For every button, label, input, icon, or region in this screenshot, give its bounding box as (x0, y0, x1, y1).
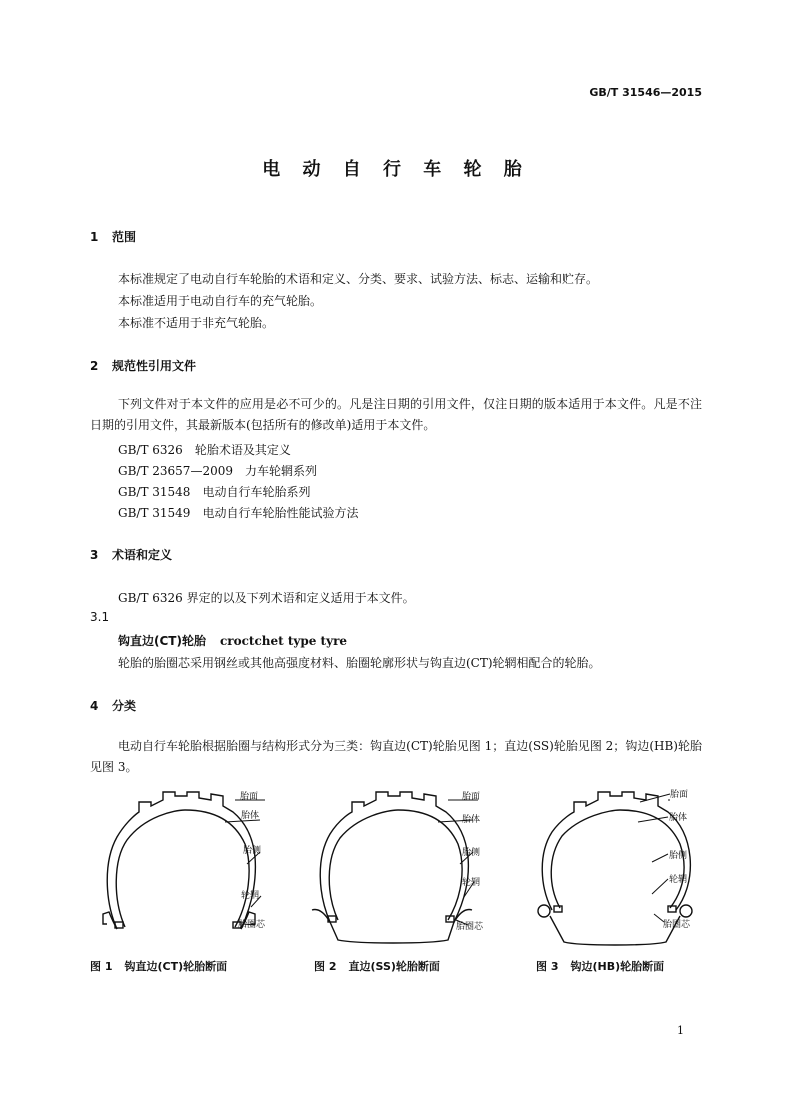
label-tread: 胎面 (670, 790, 689, 800)
figure-1-caption: 图 1 钩直边(CT)轮胎断面 (90, 960, 228, 973)
section-1-heading: 1 范围 (90, 230, 137, 244)
label-rim: 轮辋 (669, 875, 688, 885)
section-3-heading: 3 术语和定义 (90, 548, 173, 562)
scope-para-3: 本标准不适用于非充气轮胎。 (118, 316, 275, 330)
classification-intro: 电动自行车轮胎根据胎圈与结构形式分为三类：钩直边(CT)轮胎见图 1；直边(SS)轮胎见图 2；钩边(HB)轮胎见图 3。 (90, 739, 702, 774)
label-sidewall: 胎侧 (669, 851, 688, 861)
label-bead-core: 胎圈芯 (663, 920, 691, 930)
label-carcass: 胎体 (669, 813, 688, 823)
scope-para-1: 本标准规定了电动自行车轮胎的术语和定义、分类、要求、试验方法、标志、运输和贮存。 (118, 272, 599, 286)
label-sidewall: 胎侧 (462, 848, 481, 858)
term-entry: 钩直边(CT)轮胎 croctchet type tyre (118, 634, 348, 648)
figure-3-leader-lines (630, 782, 705, 932)
label-rim: 轮辋 (462, 878, 481, 888)
label-tread: 胎面 (462, 792, 481, 802)
scope-para-2: 本标准适用于电动自行车的充气轮胎。 (118, 294, 323, 308)
label-carcass: 胎体 (241, 811, 260, 821)
standard-number: GB/T 31546—2015 (589, 86, 702, 99)
term-definition: 轮胎的胎圈芯采用钢丝或其他高强度材料、胎圈轮廓形状与钩直边(CT)轮辋相配合的轮胎。 (118, 656, 601, 670)
figure-2-caption: 图 2 直边(SS)轮胎断面 (314, 960, 440, 973)
reference-item: GB/T 31548 电动自行车轮胎系列 (118, 485, 311, 499)
reference-item: GB/T 23657—2009 力车轮辋系列 (118, 464, 317, 478)
section-4-heading: 4 分类 (90, 699, 137, 713)
figure-3-caption: 图 3 钩边(HB)轮胎断面 (536, 960, 665, 973)
normative-refs-intro: 下列文件对于本文件的应用是必不可少的。凡是注日期的引用文件，仅注日期的版本适用于本文件。凡是不注日期的引用文件，其最新版本(包括所有的修改单)适用于本文件。 (90, 397, 702, 432)
terms-intro: GB/T 6326 界定的以及下列术语和定义适用于本文件。 (118, 591, 415, 605)
label-bead-core: 胎圈芯 (238, 920, 266, 930)
reference-item: GB/T 31549 电动自行车轮胎性能试验方法 (118, 506, 359, 520)
page-title: 电 动 自 行 车 轮 胎 (262, 159, 530, 180)
section-2-heading: 2 规范性引用文件 (90, 359, 197, 373)
label-tread: 胎面 (240, 792, 259, 802)
page-number: 1 (677, 1024, 684, 1037)
label-bead-core: 胎圈芯 (456, 922, 484, 932)
label-carcass: 胎体 (462, 815, 481, 825)
reference-item: GB/T 6326 轮胎术语及其定义 (118, 443, 291, 457)
label-sidewall: 胎侧 (243, 846, 262, 856)
label-rim: 轮辋 (241, 891, 260, 901)
clause-number: 3.1 (90, 610, 110, 624)
